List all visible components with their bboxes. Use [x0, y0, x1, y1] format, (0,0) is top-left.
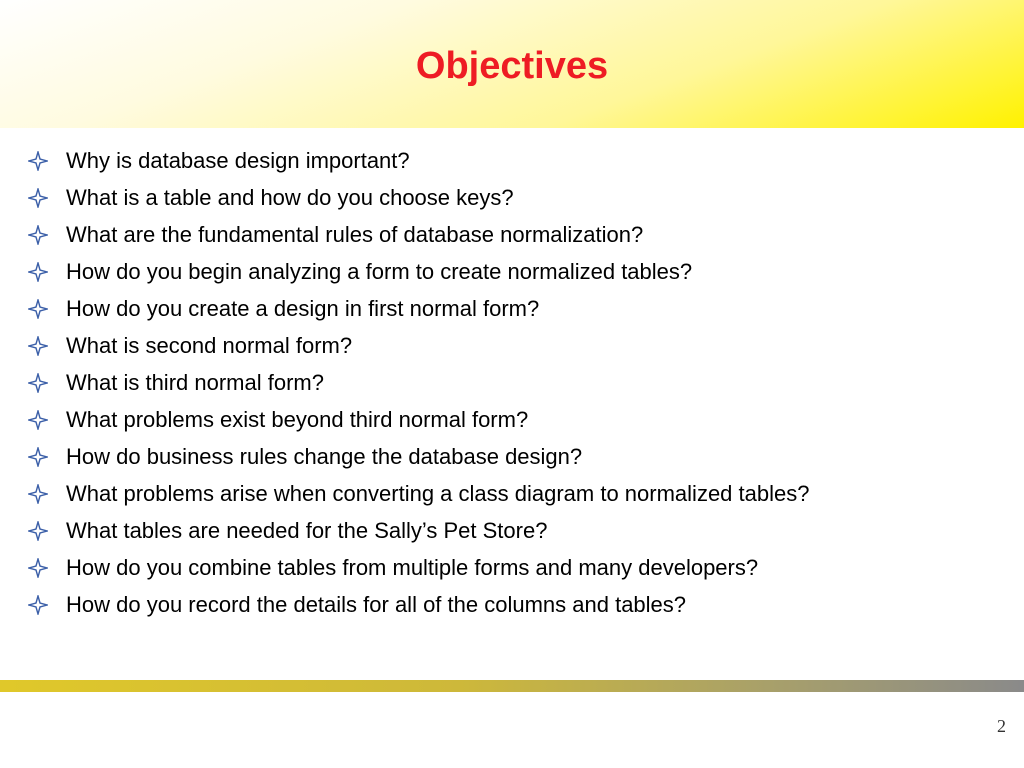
four-point-star-outline-icon [28, 521, 48, 541]
objective-item [28, 364, 809, 401]
objective-item [28, 438, 809, 475]
objective-text: How do you combine tables from multiple forms and many developers? [66, 554, 759, 580]
objective-text: Why is database design important? [66, 147, 410, 173]
objective-text: What are the fundamental rules of database normalization? [66, 221, 644, 247]
objective-item [28, 216, 809, 253]
objective-item [28, 549, 809, 586]
slide-title: Objectives [415, 45, 609, 87]
objective-text: How do you create a design in first normal form? [66, 295, 540, 321]
objective-item [28, 586, 809, 623]
objectives-list [28, 142, 809, 623]
four-point-star-outline-icon [28, 373, 48, 393]
objective-item [28, 512, 809, 549]
objective-item [28, 401, 809, 438]
objective-text: What problems arise when converting a class diagram to normalized tables? [66, 480, 810, 506]
objective-text: What is second normal form? [66, 332, 353, 358]
objective-item [28, 142, 809, 179]
four-point-star-outline-icon [28, 151, 48, 171]
four-point-star-outline-icon [28, 447, 48, 467]
footer-band [0, 680, 1024, 692]
objective-text: How do business rules change the database design? [66, 443, 583, 469]
objective-text: What is third normal form? [66, 369, 324, 395]
objective-item [28, 253, 809, 290]
page-number: 2 [997, 716, 1006, 736]
four-point-star-outline-icon [28, 336, 48, 356]
four-point-star-outline-icon [28, 595, 48, 615]
objective-item [28, 290, 809, 327]
objective-item [28, 327, 809, 364]
objective-text: How do you record the details for all of the columns and tables? [66, 591, 687, 617]
objective-text: What problems exist beyond third normal form? [66, 406, 529, 432]
objective-text: How do you begin analyzing a form to create normalized tables? [66, 258, 693, 284]
four-point-star-outline-icon [28, 188, 48, 208]
objective-item [28, 475, 809, 512]
objective-text: What tables are needed for the Sally’s Pet Store? [66, 517, 548, 543]
objective-item [28, 179, 809, 216]
four-point-star-outline-icon [28, 262, 48, 282]
four-point-star-outline-icon [28, 225, 48, 245]
four-point-star-outline-icon [28, 410, 48, 430]
four-point-star-outline-icon [28, 558, 48, 578]
four-point-star-outline-icon [28, 484, 48, 504]
four-point-star-outline-icon [28, 299, 48, 319]
objective-text: What is a table and how do you choose keys? [66, 184, 514, 210]
